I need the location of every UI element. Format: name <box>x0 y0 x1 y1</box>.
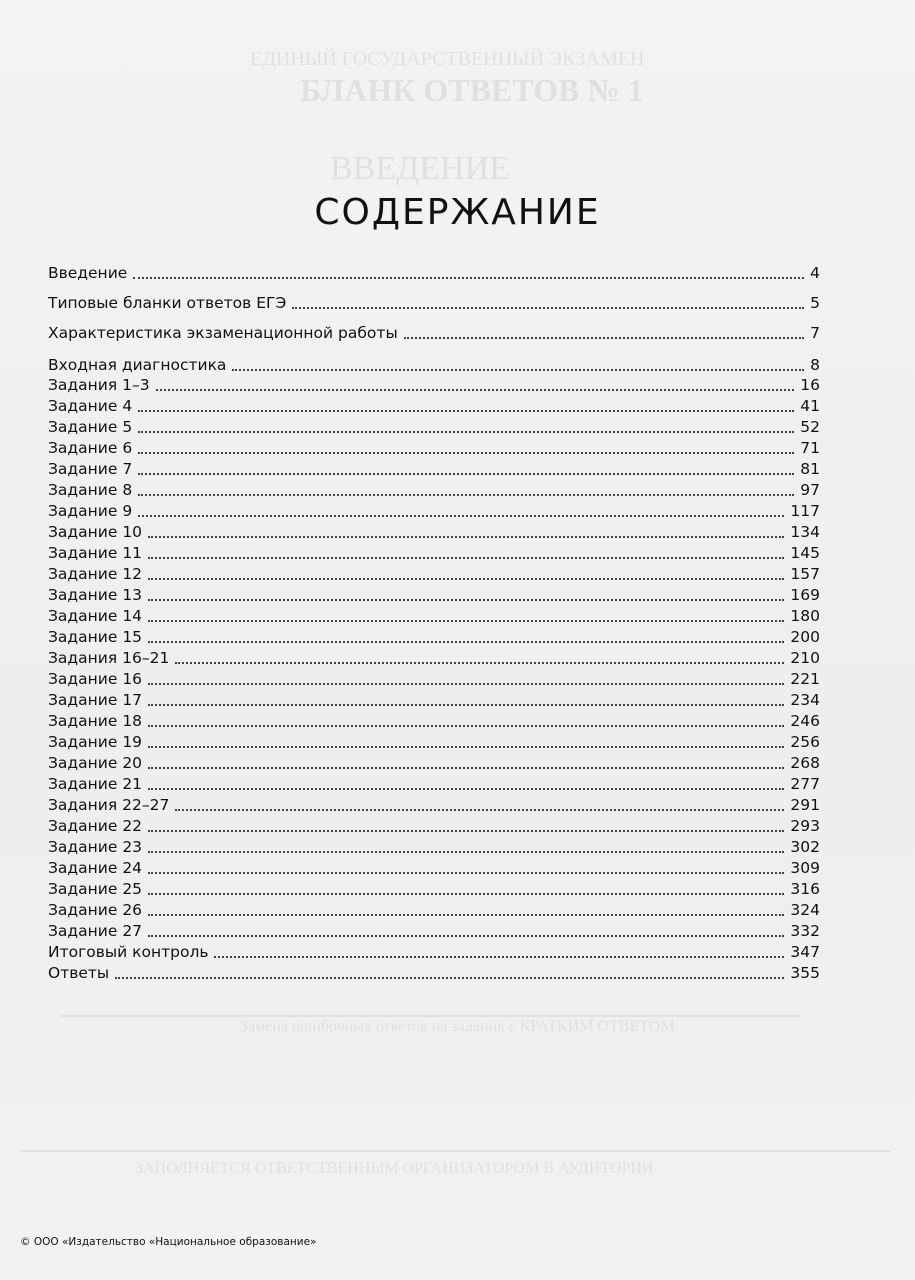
dot-leader <box>156 388 795 391</box>
dot-leader <box>138 451 794 454</box>
toc-entry <box>48 395 820 416</box>
toc-entry-page-number: 180 <box>790 607 820 625</box>
toc-entry-page-number: 52 <box>800 418 820 436</box>
toc-entry <box>48 731 820 752</box>
toc-entry-page-number: 200 <box>790 628 820 646</box>
toc-entry-label: Задание 19 <box>48 733 143 751</box>
toc-entry-label: Задание 12 <box>48 565 143 583</box>
dot-leader <box>292 306 804 309</box>
toc-entry-page-number: 332 <box>790 922 820 940</box>
toc-entry <box>48 668 820 689</box>
toc-entry <box>48 500 820 521</box>
toc-entry-page-number: 309 <box>790 859 820 877</box>
dot-leader <box>138 430 794 433</box>
toc-entry-page-number: 16 <box>800 376 820 394</box>
toc-entry-page-number: 234 <box>790 691 820 709</box>
toc-entry <box>48 292 820 313</box>
toc-entry-page-number: 221 <box>790 670 820 688</box>
toc-entry <box>48 374 820 395</box>
dot-leader <box>148 871 784 874</box>
toc-entry <box>48 794 820 815</box>
toc-entry <box>48 563 820 584</box>
toc-entry-label: Типовые бланки ответов ЕГЭ <box>48 294 287 312</box>
toc-entry-page-number: 355 <box>790 964 820 982</box>
toc-entry-page-number: 291 <box>790 796 820 814</box>
toc-entry-page-number: 5 <box>810 294 820 312</box>
toc-entry-label: Задание 23 <box>48 838 143 856</box>
toc-entry-label: Задание 22 <box>48 817 143 835</box>
toc-entry-label: Задание 16 <box>48 670 143 688</box>
toc-entry-label: Задание 11 <box>48 544 143 562</box>
toc-entry <box>48 354 820 375</box>
toc-entry <box>48 626 820 647</box>
toc-entry <box>48 437 820 458</box>
toc-entry-page-number: 41 <box>800 397 820 415</box>
toc-entry-label: Задание 17 <box>48 691 143 709</box>
toc-entry-page-number: 347 <box>790 943 820 961</box>
dot-leader <box>148 535 784 538</box>
dot-leader <box>148 703 784 706</box>
dot-leader <box>138 514 784 517</box>
dot-leader <box>214 955 784 958</box>
toc-entry-label: Задание 6 <box>48 439 133 457</box>
dot-leader <box>148 724 784 727</box>
toc-entry-label: Задание 7 <box>48 460 133 478</box>
bleed-through-form-title: БЛАНК ОТВЕТОВ № 1 <box>300 72 644 108</box>
toc-entry-label: Задание 13 <box>48 586 143 604</box>
dot-leader <box>148 745 784 748</box>
dot-leader <box>404 336 804 339</box>
dot-leader <box>175 661 784 664</box>
toc-entry <box>48 836 820 857</box>
dot-leader <box>148 682 784 685</box>
dot-leader <box>175 808 784 811</box>
dot-leader <box>148 619 784 622</box>
bleed-through-footer: ЗАПОЛНЯЕТСЯ ОТВЕТСТВЕННЫМ ОРГАНИЗАТОРОМ В АУДИТОРИИ <box>135 1160 654 1177</box>
dot-leader <box>148 766 784 769</box>
toc-entry-page-number: 256 <box>790 733 820 751</box>
dot-leader <box>148 640 784 643</box>
toc-entry-label: Ответы <box>48 964 110 982</box>
toc-entry <box>48 815 820 836</box>
toc-entry-page-number: 7 <box>810 324 820 342</box>
toc-entry-label: Задание 10 <box>48 523 143 541</box>
toc-entry <box>48 752 820 773</box>
toc-entry <box>48 878 820 899</box>
bleed-through-rule-2 <box>20 1150 890 1152</box>
toc-entry <box>48 605 820 626</box>
toc-entry-label: Задание 5 <box>48 418 133 436</box>
toc-entry-label: Задание 25 <box>48 880 143 898</box>
dot-leader <box>148 829 784 832</box>
toc-entry-page-number: 4 <box>810 264 820 282</box>
toc-entry-page-number: 71 <box>800 439 820 457</box>
toc-entry-label: Входная диагностика <box>48 356 227 374</box>
toc-entry-label: Задание 15 <box>48 628 143 646</box>
dot-leader <box>148 598 784 601</box>
toc-entry <box>48 857 820 878</box>
toc-entry-label: Задание 24 <box>48 859 143 877</box>
toc-entry-page-number: 316 <box>790 880 820 898</box>
toc-entry-page-number: 293 <box>790 817 820 835</box>
toc-entry <box>48 647 820 668</box>
toc-entry <box>48 322 820 343</box>
toc-entry-label: Задание 9 <box>48 502 133 520</box>
toc-entry-page-number: 117 <box>790 502 820 520</box>
copyright-notice: © ООО «Издательство «Национальное образование» <box>20 1236 317 1248</box>
toc-entry-label: Задание 20 <box>48 754 143 772</box>
toc-entry-page-number: 302 <box>790 838 820 856</box>
dot-leader <box>148 556 784 559</box>
toc-entry-label: Задания 1–3 <box>48 376 150 394</box>
dot-leader <box>138 493 794 496</box>
toc-entry <box>48 962 820 983</box>
dot-leader <box>148 934 784 937</box>
toc-entry <box>48 773 820 794</box>
toc-entry <box>48 416 820 437</box>
toc-entry-page-number: 81 <box>800 460 820 478</box>
toc-entry-page-number: 134 <box>790 523 820 541</box>
bleed-through-caption: Замена ошибочных ответов на задания с КРАТКИМ ОТВЕТОМ <box>240 1018 675 1035</box>
toc-entry <box>48 689 820 710</box>
toc-entry <box>48 479 820 500</box>
toc-entry-page-number: 8 <box>810 356 820 374</box>
dot-leader <box>148 913 784 916</box>
toc-entry-label: Задание 26 <box>48 901 143 919</box>
dot-leader <box>148 892 784 895</box>
dot-leader <box>115 976 784 979</box>
toc-entry <box>48 584 820 605</box>
toc-entry-label: Задания 22–27 <box>48 796 170 814</box>
toc-entry-page-number: 324 <box>790 901 820 919</box>
toc-entry <box>48 521 820 542</box>
toc-entry-label: Введение <box>48 264 128 282</box>
dot-leader <box>148 577 784 580</box>
dot-leader <box>232 368 804 371</box>
toc-entry-page-number: 157 <box>790 565 820 583</box>
toc-entry-page-number: 145 <box>790 544 820 562</box>
dot-leader <box>138 409 794 412</box>
toc-entry-label: Задание 18 <box>48 712 143 730</box>
toc-entry <box>48 710 820 731</box>
dot-leader <box>148 787 784 790</box>
toc-entry-page-number: 268 <box>790 754 820 772</box>
toc-entry-label: Задание 8 <box>48 481 133 499</box>
toc-entry-label: Итоговый контроль <box>48 943 209 961</box>
dot-leader <box>148 850 784 853</box>
toc-entry-page-number: 169 <box>790 586 820 604</box>
toc-entry-label: Задание 14 <box>48 607 143 625</box>
toc-entry <box>48 542 820 563</box>
toc-entry-label: Задание 21 <box>48 775 143 793</box>
toc-entry <box>48 262 820 283</box>
toc-entry <box>48 941 820 962</box>
toc-entry <box>48 920 820 941</box>
toc-entry-page-number: 246 <box>790 712 820 730</box>
toc-entry-label: Задание 27 <box>48 922 143 940</box>
bleed-through-rule-1 <box>60 1015 800 1017</box>
toc-entry-page-number: 210 <box>790 649 820 667</box>
bleed-through-heading: ВВЕДЕНИЕ <box>330 150 510 187</box>
dot-leader <box>138 472 794 475</box>
dot-leader <box>133 276 804 279</box>
bleed-through-header: ЕДИНЫЙ ГОСУДАРСТВЕННЫЙ ЭКЗАМЕН <box>250 48 645 70</box>
toc-entry-label: Характеристика экзаменационной работы <box>48 324 398 342</box>
toc-entry <box>48 458 820 479</box>
page-title: СОДЕРЖАНИЕ <box>314 192 601 233</box>
toc-entry <box>48 899 820 920</box>
toc-entry-label: Задания 16–21 <box>48 649 170 667</box>
toc-entry-page-number: 277 <box>790 775 820 793</box>
toc-entry-label: Задание 4 <box>48 397 133 415</box>
toc-entry-page-number: 97 <box>800 481 820 499</box>
